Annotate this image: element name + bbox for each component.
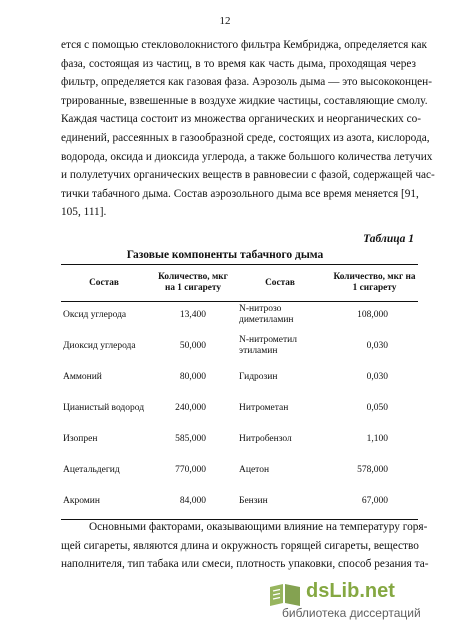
left-quantity: 80,000 (179, 372, 206, 382)
left-component: Акромин (63, 496, 100, 506)
right-component: Ацетон (239, 465, 270, 475)
body-paragraph-2 (61, 518, 429, 574)
right-quantity: 67,000 (361, 496, 388, 506)
right-quantity: 0,050 (366, 403, 388, 413)
right-component: Нитрометан (239, 403, 289, 413)
right-quantity: 578,000 (357, 465, 388, 475)
text-line: тички табачного дыма. Состав аэрозольного дыма все время меняется [91, (61, 187, 419, 200)
table-row (61, 302, 418, 333)
right-component-line1: N-нитрозо (239, 304, 282, 314)
table-label: Таблица 1 (363, 233, 414, 245)
header-composition-right: Состав (265, 277, 295, 288)
text-line: наполнителя, тип табака или смеси, плотность упаковки, способ резания та- (61, 558, 429, 571)
left-quantity: 84,000 (179, 496, 206, 506)
table-row (61, 488, 418, 520)
left-component: Оксид углерода (63, 310, 127, 320)
text-line: фильтр, определяется как газовая фаза. Аэрозоль дыма — это высококонцен- (61, 76, 432, 89)
table-row (61, 426, 418, 457)
table-row (61, 457, 418, 488)
header-quantity-right: Количество, мкг на 1 сигарету (333, 272, 416, 293)
table-header (61, 264, 418, 302)
left-quantity: 585,000 (175, 434, 206, 444)
table-row (61, 333, 418, 364)
text-line: щей сигареты, являются длина и окружность горящей сигареты, вещество (61, 539, 419, 552)
page-number: 12 (219, 15, 231, 27)
text-line: 105, 111]. (61, 206, 107, 219)
right-component-line1: N-нитрометил (239, 335, 297, 345)
right-quantity: 0,030 (366, 341, 388, 351)
text-line: единений, рассеянных в газообразной среде, состоящих из азота, кислорода, (61, 131, 430, 144)
right-component: Бензин (239, 496, 268, 506)
watermark-subtitle: библиотека диссертаций (282, 606, 421, 620)
right-component (239, 304, 294, 326)
left-quantity: 240,000 (175, 403, 206, 413)
table-title: Газовые компоненты табачного дыма (126, 249, 324, 261)
left-component: Изопрен (63, 434, 98, 444)
text-line: Основными факторами, оказывающими влияние на температуру горя- (89, 521, 428, 533)
right-component: Нитробензол (239, 434, 292, 444)
left-quantity: 13,400 (179, 310, 206, 320)
right-component (239, 335, 297, 357)
left-component: Ацетальдегид (63, 465, 120, 475)
text-line: Каждая частица состоит из множества органических и неорганических со- (61, 113, 422, 126)
right-component-line2: этиламин (239, 346, 278, 356)
gas-components-table (61, 264, 418, 520)
header-quantity-left: Количество, мкг на 1 сигарету (158, 272, 228, 293)
watermark-title: dsLib.net (306, 580, 395, 602)
right-quantity: 108,000 (357, 310, 388, 320)
book-logo-icon (268, 581, 302, 607)
text-line: трированные, взвешенные в воздухе жидкие частицы, составляющие смолу. (61, 94, 428, 107)
text-line: ется с помощью стекловолокнистого фильтра Кембриджа, определяется как (61, 39, 427, 51)
text-line: водорода, оксида и диоксида углерода, а также большого количества летучих (61, 150, 433, 163)
right-quantity: 1,100 (366, 434, 388, 444)
table-row (61, 364, 418, 395)
text-line: фаза, состоящая из частиц, в то время как часть дыма, проходящая через (61, 57, 416, 70)
right-component: Гидрозин (239, 372, 278, 382)
left-component: Диоксид углерода (63, 341, 136, 351)
text-line: и полулетучих органических веществ в равновесии с фазой, содержащей час- (61, 169, 435, 182)
left-quantity: 50,000 (179, 341, 206, 351)
body-paragraph-1 (61, 36, 435, 222)
dslib-watermark[interactable] (268, 581, 448, 621)
left-component: Аммоний (63, 372, 102, 382)
right-quantity: 0,030 (366, 372, 388, 382)
header-composition-left: Состав (89, 277, 119, 288)
left-quantity: 770,000 (175, 465, 206, 475)
left-component: Цианистый водород (63, 403, 145, 413)
table-row (61, 395, 418, 426)
right-component-line2: диметиламин (239, 315, 294, 325)
